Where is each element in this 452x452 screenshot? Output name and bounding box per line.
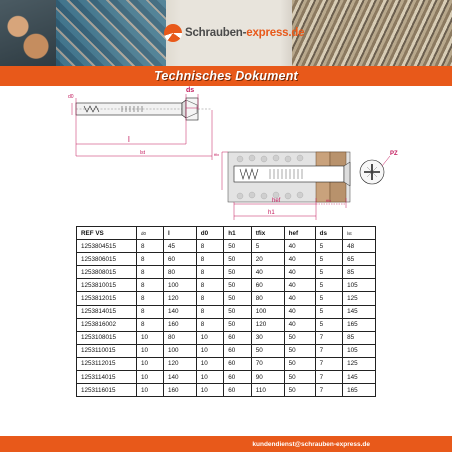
value-cell: 70	[251, 357, 284, 370]
value-cell: 60	[224, 357, 252, 370]
ref-cell: 1253816002	[77, 318, 137, 331]
label-lst: lst	[140, 150, 145, 156]
value-cell: 60	[251, 279, 284, 292]
label-pz: PZ	[390, 151, 398, 157]
table-row	[77, 331, 376, 344]
value-cell: 10	[137, 357, 164, 370]
col-l: l	[163, 227, 196, 240]
title-bar	[0, 66, 452, 86]
value-cell: 5	[315, 279, 343, 292]
value-cell: 40	[284, 318, 315, 331]
value-cell: 7	[315, 371, 343, 384]
value-cell: 50	[284, 331, 315, 344]
value-cell: 50	[284, 344, 315, 357]
value-cell: 65	[343, 253, 376, 266]
ref-cell: 1253108015	[77, 331, 137, 344]
label-hef: hef	[272, 198, 281, 204]
value-cell: 7	[315, 331, 343, 344]
ref-cell: 1253812015	[77, 292, 137, 305]
ref-cell: 1253112015	[77, 357, 137, 370]
label-d0: d0	[68, 94, 74, 100]
value-cell: 7	[315, 357, 343, 370]
value-cell: 50	[224, 318, 252, 331]
col-ref: REF VS	[77, 227, 137, 240]
value-cell: 10	[196, 344, 224, 357]
value-cell: 10	[137, 331, 164, 344]
workshop-photo	[0, 0, 60, 66]
ref-cell: 1253814015	[77, 305, 137, 318]
value-cell: 40	[251, 266, 284, 279]
value-cell: 165	[343, 384, 376, 397]
value-cell: 8	[196, 279, 224, 292]
value-cell: 10	[137, 344, 164, 357]
logo-mark-icon	[164, 24, 182, 42]
value-cell: 5	[315, 253, 343, 266]
value-cell: 165	[343, 318, 376, 331]
col-tfix: tfix	[251, 227, 284, 240]
value-cell: 40	[284, 240, 315, 253]
value-cell: 8	[196, 292, 224, 305]
label-tfix: tfix	[326, 198, 332, 203]
label-ds: ds	[186, 87, 195, 94]
logo-text	[185, 27, 304, 39]
value-cell: 50	[224, 240, 252, 253]
ref-cell: 1253110015	[77, 344, 137, 357]
value-cell: 50	[224, 266, 252, 279]
table-row	[77, 384, 376, 397]
value-cell: 40	[284, 266, 315, 279]
value-cell: 50	[284, 371, 315, 384]
value-cell: 160	[163, 384, 196, 397]
value-cell: 60	[224, 384, 252, 397]
value-cell: 140	[163, 371, 196, 384]
col-lst: lst	[343, 227, 376, 240]
logo-text-part1: Schrauben-	[185, 27, 247, 39]
value-cell: 10	[196, 384, 224, 397]
table-row	[77, 240, 376, 253]
value-cell: 140	[163, 305, 196, 318]
contact-email[interactable]: kundendienst@schrauben-express.de	[252, 440, 370, 448]
value-cell: 85	[343, 266, 376, 279]
value-cell: 8	[137, 240, 164, 253]
value-cell: 8	[196, 305, 224, 318]
value-cell: 125	[343, 357, 376, 370]
value-cell: 60	[163, 253, 196, 266]
value-cell: 5	[315, 266, 343, 279]
value-cell: 110	[251, 384, 284, 397]
value-cell: 20	[251, 253, 284, 266]
value-cell: 100	[251, 305, 284, 318]
table-row	[77, 371, 376, 384]
value-cell: 50	[224, 279, 252, 292]
value-cell: 80	[251, 292, 284, 305]
document-title: Technisches Dokument	[154, 69, 298, 83]
value-cell: 80	[163, 266, 196, 279]
table-row	[77, 279, 376, 292]
value-cell: 45	[163, 240, 196, 253]
col-ds: ds	[315, 227, 343, 240]
toolbox-photo	[56, 0, 166, 66]
value-cell: 40	[284, 305, 315, 318]
value-cell: 50	[224, 305, 252, 318]
ref-cell: 1253806015	[77, 253, 137, 266]
table-row	[77, 253, 376, 266]
col-d0b: d0	[196, 227, 224, 240]
table-row	[77, 292, 376, 305]
ref-cell: 1253804515	[77, 240, 137, 253]
value-cell: 100	[163, 279, 196, 292]
value-cell: 7	[315, 384, 343, 397]
specification-table	[76, 226, 376, 397]
value-cell: 60	[224, 371, 252, 384]
value-cell: 145	[343, 371, 376, 384]
value-cell: 8	[196, 318, 224, 331]
value-cell: 8	[196, 240, 224, 253]
value-cell: 5	[315, 305, 343, 318]
technical-drawing	[0, 86, 452, 226]
installation-section	[228, 152, 350, 202]
table-row	[77, 344, 376, 357]
value-cell: 120	[251, 318, 284, 331]
value-cell: 8	[196, 253, 224, 266]
anchor-side-view	[76, 98, 212, 120]
value-cell: 8	[137, 318, 164, 331]
value-cell: 8	[137, 292, 164, 305]
value-cell: 10	[196, 371, 224, 384]
brand-logo[interactable]	[164, 20, 305, 46]
value-cell: 145	[343, 305, 376, 318]
value-cell: 8	[137, 253, 164, 266]
value-cell: 120	[163, 357, 196, 370]
value-cell: 50	[224, 292, 252, 305]
value-cell: 60	[224, 344, 252, 357]
value-cell: 5	[315, 318, 343, 331]
value-cell: 40	[284, 253, 315, 266]
logo-text-part2: express.de	[246, 27, 305, 39]
value-cell: 160	[163, 318, 196, 331]
value-cell: 8	[137, 279, 164, 292]
screws-photo	[292, 0, 452, 66]
footer-bar	[0, 436, 452, 452]
value-cell: 85	[343, 331, 376, 344]
ref-cell: 1253810015	[77, 279, 137, 292]
value-cell: 125	[343, 292, 376, 305]
table-row	[77, 318, 376, 331]
value-cell: 5	[315, 292, 343, 305]
value-cell: 8	[137, 266, 164, 279]
value-cell: 80	[163, 331, 196, 344]
value-cell: 30	[251, 331, 284, 344]
value-cell: 10	[137, 384, 164, 397]
ref-cell: 1253114015	[77, 371, 137, 384]
value-cell: 5	[251, 240, 284, 253]
value-cell: 50	[224, 253, 252, 266]
value-cell: 10	[196, 331, 224, 344]
value-cell: 50	[284, 357, 315, 370]
value-cell: 8	[137, 305, 164, 318]
col-hef: hef	[284, 227, 315, 240]
table-row	[77, 357, 376, 370]
value-cell: 48	[343, 240, 376, 253]
value-cell: 10	[196, 357, 224, 370]
value-cell: 40	[284, 292, 315, 305]
value-cell: 105	[343, 344, 376, 357]
value-cell: 90	[251, 371, 284, 384]
table-header-row	[77, 227, 376, 240]
value-cell: 60	[224, 331, 252, 344]
ref-cell: 1253116015	[77, 384, 137, 397]
table-row	[77, 266, 376, 279]
pz-head-icon	[360, 156, 390, 184]
table-row	[77, 305, 376, 318]
col-h1: h1	[224, 227, 252, 240]
value-cell: 105	[343, 279, 376, 292]
table-body	[77, 240, 376, 397]
ref-cell: 1253808015	[77, 266, 137, 279]
label-l: l	[128, 135, 130, 144]
value-cell: 50	[251, 344, 284, 357]
value-cell: 40	[284, 279, 315, 292]
value-cell: 50	[284, 384, 315, 397]
value-cell: 100	[163, 344, 196, 357]
value-cell: 5	[315, 240, 343, 253]
value-cell: 120	[163, 292, 196, 305]
header-banner	[0, 0, 452, 66]
value-cell: 7	[315, 344, 343, 357]
value-cell: 10	[137, 371, 164, 384]
value-cell: 8	[196, 266, 224, 279]
col-d0: d0	[137, 227, 164, 240]
label-h1: h1	[268, 210, 275, 216]
label-tfix-vertical: tfix	[214, 152, 220, 157]
